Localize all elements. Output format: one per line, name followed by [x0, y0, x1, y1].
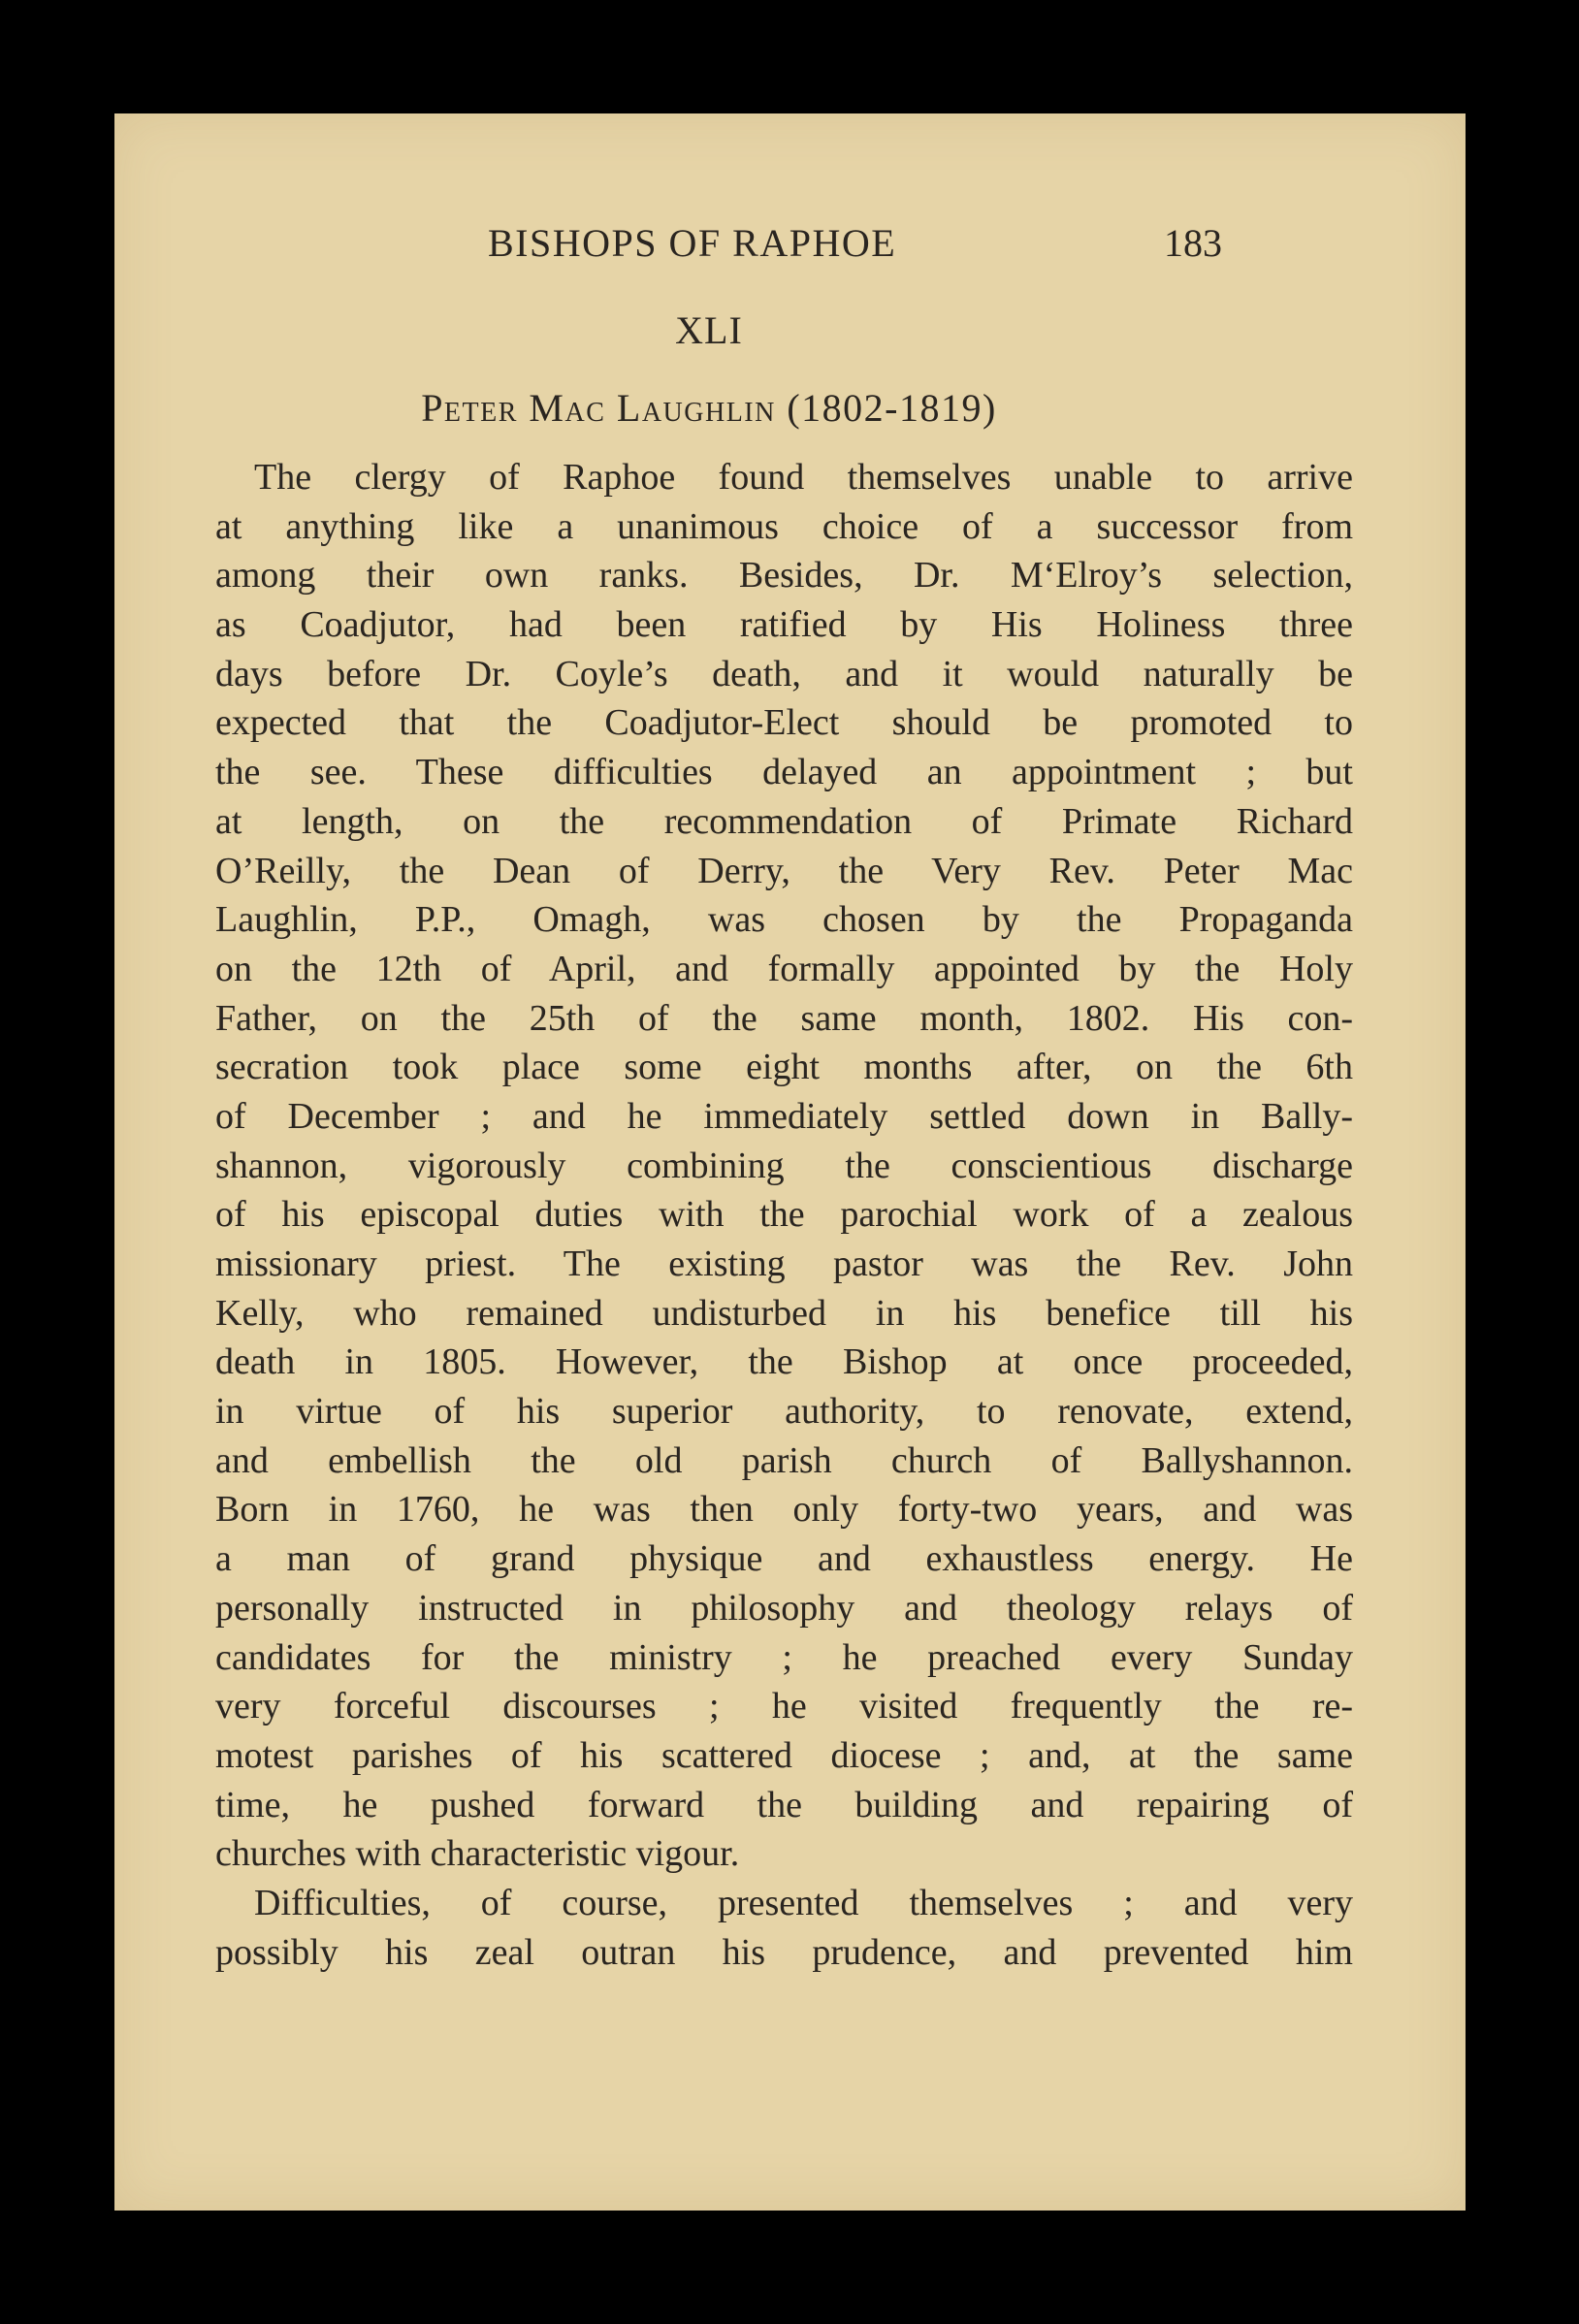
- text-line: The clergy of Raphoe found themselves unable to arrive: [254, 457, 1353, 498]
- chapter-title: Peter Mac Laughlin (1802-1819): [421, 386, 997, 430]
- text-line: possibly his zeal outran his prudence, and prevented him: [215, 1931, 1353, 1973]
- page-header: [114, 220, 1466, 278]
- text-line: death in 1805. However, the Bishop at once proceeded,: [215, 1341, 1353, 1383]
- paragraph: [215, 1879, 1353, 1977]
- text-line: among their own ranks. Besides, Dr. M‘Elroy’s selection,: [215, 555, 1353, 597]
- text-line: time, he pushed forward the building and repairing of: [215, 1784, 1353, 1825]
- text-line: Born in 1760, he was then only forty-two years, and was: [215, 1489, 1353, 1531]
- text-line: as Coadjutor, had been ratified by His Holiness three: [215, 604, 1353, 646]
- text-line: personally instructed in philosophy and theology relays of: [215, 1587, 1353, 1629]
- text-line: in virtue of his superior authority, to renovate, extend,: [215, 1391, 1353, 1433]
- text-line: candidates for the ministry ; he preached every Sunday: [215, 1636, 1353, 1678]
- text-line: shannon, vigorously combining the conscientious discharge: [215, 1145, 1353, 1186]
- text-line: motest parishes of his scattered diocese ; and, at the same: [215, 1734, 1353, 1776]
- text-line: days before Dr. Coyle’s death, and it would naturally be: [215, 653, 1353, 694]
- chapter-number: XLI: [675, 308, 743, 352]
- body-text: [215, 453, 1353, 1977]
- text-line: Kelly, who remained undisturbed in his benefice till his: [215, 1292, 1353, 1334]
- text-line: churches with characteristic vigour.: [215, 1833, 740, 1875]
- text-line: expected that the Coadjutor-Elect should be promoted to: [215, 702, 1353, 744]
- text-line: missionary priest. The existing pastor was the Rev. John: [215, 1243, 1353, 1284]
- text-line: of December ; and he immediately settled down in Bally-: [215, 1095, 1353, 1137]
- text-line: O’Reilly, the Dean of Derry, the Very Rev. Peter Mac: [215, 850, 1353, 891]
- book-page: [114, 113, 1466, 2211]
- text-line: Difficulties, of course, presented themselves ; and very: [254, 1882, 1353, 1923]
- text-line: secration took place some eight months after, on the 6th: [215, 1047, 1353, 1088]
- paragraph: [215, 453, 1353, 1879]
- text-line: Father, on the 25th of the same month, 1802. His con-: [215, 997, 1353, 1039]
- text-line: Laughlin, P.P., Omagh, was chosen by the Propaganda: [215, 899, 1353, 941]
- text-line: very forceful discourses ; he visited frequently the re-: [215, 1686, 1353, 1727]
- text-line: a man of grand physique and exhaustless energy. He: [215, 1538, 1353, 1580]
- running-head: BISHOPS OF RAPHOE: [488, 221, 897, 265]
- text-line: of his episcopal duties with the parochial work of a zealous: [215, 1194, 1353, 1236]
- text-line: the see. These difficulties delayed an appointment ; but: [215, 752, 1353, 793]
- text-line: on the 12th of April, and formally appointed by the Holy: [215, 948, 1353, 989]
- text-line: at length, on the recommendation of Primate Richard: [215, 800, 1353, 842]
- text-line: at anything like a unanimous choice of a successor from: [215, 505, 1353, 547]
- page-number: 183: [1164, 221, 1222, 265]
- text-line: and embellish the old parish church of Ballyshannon.: [215, 1439, 1353, 1481]
